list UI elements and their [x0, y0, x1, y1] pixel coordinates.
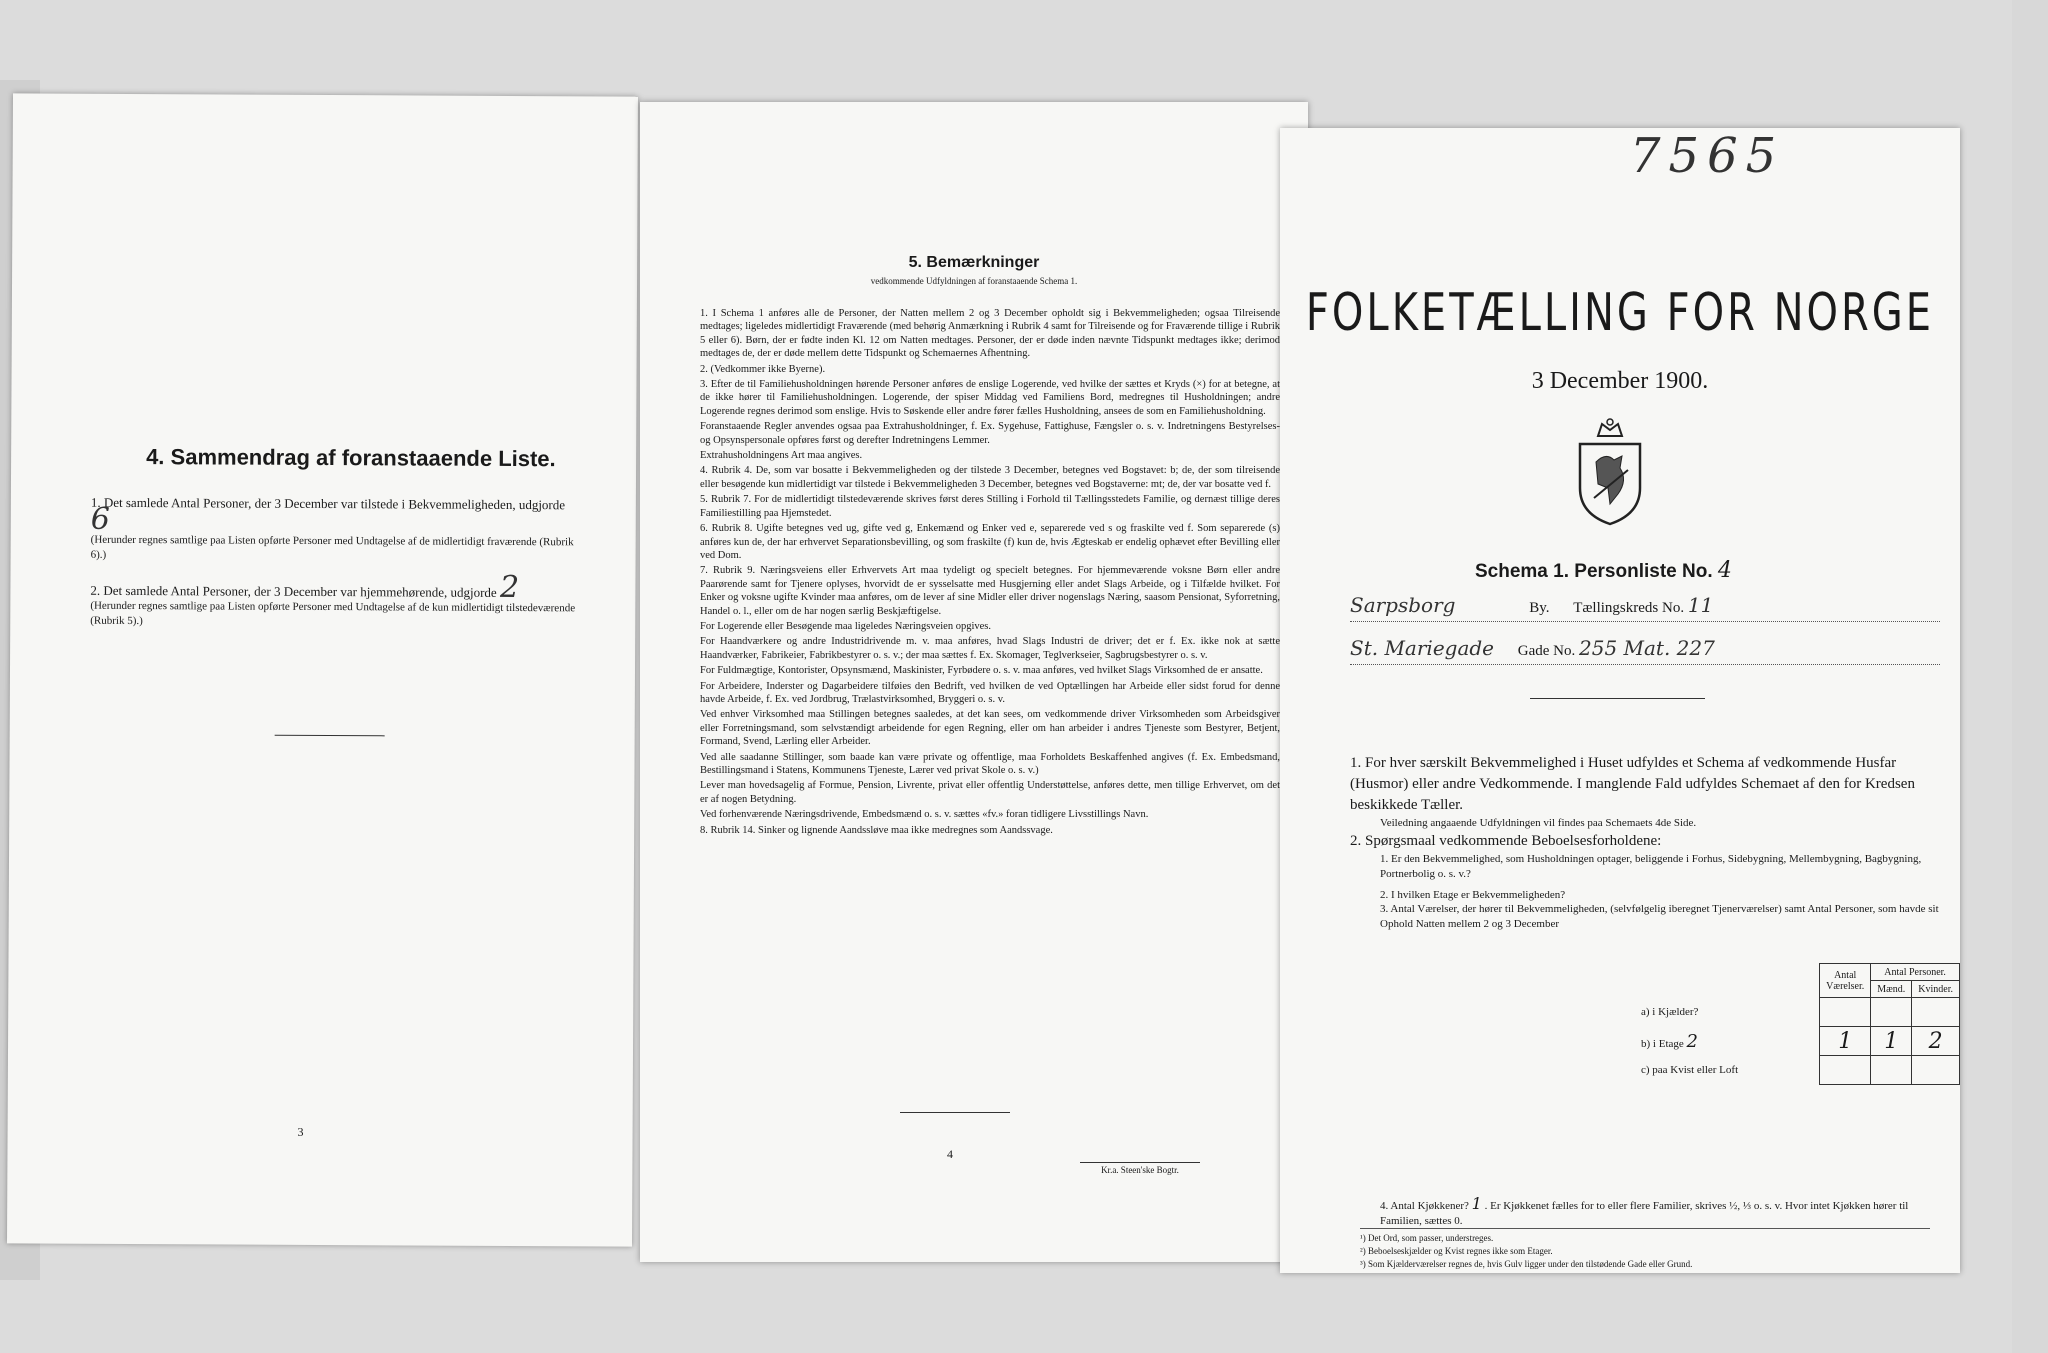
summary-item-present-text: 1. Det samlede Antal Personer, der 3 December var tilstede i Bekvemmeligheden, udgjorde — [90, 494, 566, 513]
rooms-cell — [1820, 1056, 1871, 1085]
remarks-body — [700, 307, 1280, 839]
kitchens-note: . Er Kjøkkenet fælles for to eller flere Familier, skrives ½, ⅓ o. s. v. Hvor intet Kjøkken hører til Familien, sættes 0. — [1380, 1200, 1909, 1227]
remark-paragraph: Foranstaaende Regler anvendes ogsaa paa Extrahusholdninger, f. Ex. Sygehuse, Fattighuse, Fængsler o. s. v. Indretningens Bestyrelses- og Opsynspersonale opføres først og derefter Indretningens Lemmer. — [700, 421, 1280, 446]
coat-of-arms-icon — [1570, 418, 1650, 528]
background-edge-right — [2012, 0, 2048, 1353]
rooms-cell: 1 — [1820, 1027, 1871, 1056]
table-header-row — [1635, 964, 1960, 981]
col-persons: Antal Personer. — [1871, 964, 1960, 981]
archive-number: 7565 — [1630, 128, 1785, 184]
instruction-1: 1. For hver særskilt Bekvemmelighed i Huset udfyldes et Schema af vedkommende Husfar (Husmor) eller andre Vedkommende. I manglende Fald udfyldes Schemaet af den for Kredsen beskikkede Tæller. — [1350, 755, 1915, 813]
kitchens-question — [1380, 1196, 1940, 1229]
summary-items — [90, 494, 581, 646]
divider — [900, 1112, 1010, 1113]
col-rooms: Antal Værelser. — [1820, 964, 1871, 998]
kitchens-label: 4. Antal Kjøkkener? — [1380, 1200, 1472, 1212]
remark-paragraph: 6. Rubrik 8. Ugifte betegnes ved ug, gifte ved g, Enkemænd og Enker ved e, separerede ved s og fraskilte ved f. Som separerede (s) anføres kun de, der har erhvervet Separationsbevilling, og som fraskilte (f) kun de, hvis Ægteskab er endelig ophævet efter Bevilling eller ved Dom. — [700, 523, 1280, 561]
cover-instructions — [1350, 753, 1940, 932]
footnote: ³) Som Kjælderværelser regnes de, hvis Gulv ligger under den tilstødende Gade eller Grund. — [1360, 1259, 1693, 1269]
street-value: St. Mariegade — [1350, 636, 1495, 660]
summary-item-resident-note: (Herunder regnes samtlige paa Listen opførte Personer med Undtagelse af de kun midlertidigt tilstedeværende (Rubrik 5).) — [90, 599, 576, 628]
instruction-2: 2. Spørgsmaal vedkommende Beboelsesforholdene: — [1350, 833, 1662, 849]
remarks-subtitle: vedkommende Udfyldningen af foranstaaende Schema 1. — [870, 276, 1078, 286]
summary-item-resident-value: 2 — [499, 569, 526, 606]
remark-paragraph: For Haandværkere og andre Industridrivende m. v. maa anføres, hvad Slags Industri de driver; det er f. Ex. ikke nok at sætte Haandværker, Fabrikeier, Fabrikbestyrer o. s. v.; der maa sættes f. Ex. Skomager, Teglverkseier, Sagbrugsbestyrer o. s. v. — [700, 636, 1280, 661]
page-number: 4 — [947, 1147, 953, 1161]
remark-paragraph: Ved enhver Virksomhed maa Stillingen betegnes saaledes, at det kan sees, om vedkommende driver Virksomheden som Arbeidsgiver eller Forretningsmand, som selvstændigt arbeidende for egen Regning, eller om han arbeider i andres Tjeneste som Bestyrer, Betjent, Formand, Svend, Lærling eller Arbeider. — [700, 709, 1280, 748]
women-cell: 2 — [1912, 1027, 1960, 1056]
floor-value: 2 — [1686, 1030, 1698, 1052]
remarks-title: 5. Bemærkninger — [908, 254, 1040, 271]
rooms-cell — [1820, 998, 1871, 1027]
footnote: ²) Beboelseskjælder og Kvist regnes ikke som Etager. — [1360, 1246, 1553, 1256]
remark-paragraph: 7. Rubrik 9. Næringsveiens eller Erhvervets Art maa tydeligt og specielt betegnes. For hjemmeværende voksne Børn eller andre Paarørende samt for Tjenere oplyses, hvorvidt de er sysselsatte med Husgjerning eller andet Slags Arbeide, og i Tilfælde hvilket. For Enker og voksne ugifte Kvinder maa anføres, om de lever af sine Midler eller driver nogenslags Næring, saasom Pensionat, Syforretning, Handel o. l., eller om de har nogen særlig Beskjæftigelse. — [700, 565, 1280, 617]
page-cover — [1280, 128, 1960, 1273]
page-summary — [7, 93, 638, 1246]
remark-paragraph: Lever man hovedsagelig af Formue, Pension, Livrente, privat eller offentlig Understøttelse, anføres dette, men tillige Erhvervet, om det er af nogen Betydning. — [700, 780, 1280, 805]
city-field — [1350, 593, 1940, 622]
remark-paragraph: 5. Rubrik 7. For de midlertidigt tilstedeværende skrives først deres Stilling i Forhold til Tællingsstedets Familie, og dernæst tillige deres Familiestilling paa Hjemstedet. — [700, 494, 1280, 519]
schema-line — [1475, 558, 1732, 583]
printer-imprint: Kr.a. Steen'ske Bogtr. — [1080, 1162, 1200, 1175]
table-row — [1635, 998, 1960, 1027]
rooms-table — [1635, 963, 1960, 1085]
summary-item-resident — [90, 569, 580, 632]
footnote: ¹) Det Ord, som passer, understreges. — [1360, 1233, 1494, 1243]
remark-paragraph: 3. Efter de til Familiehusholdningen hørende Personer anføres de enslige Logerende, ved hvilke der sættes et Kryds (×) for at betegne, at de ikke hører til Familiehusholdningen. Logerende, der spiser Middag ved Familiens Bord, medregnes til Husholdningen; andre Logerende regnes derimod som enslige. Hvis to Søskende eller andre fører fælles Husholdning, ansees de som en Familiehusholdning. — [700, 379, 1280, 417]
divider — [1530, 698, 1705, 699]
remark-paragraph: For Fuldmægtige, Kontorister, Opsynsmænd, Maskinister, Fyrbødere o. s. v. maa anføres, ved hvilket Slags Virksomhed de er ansatte. — [700, 665, 1263, 677]
col-men: Mænd. — [1871, 981, 1912, 998]
remark-paragraph: For Arbeidere, Inderster og Dagarbeidere tilføies den Bedrift, ved hvilken de ved Optællingen har Arbeide eller sidst forud for denne havde Arbeide, f. Ex. ved Jordbrug, Trælastvirksomhed, Bryggeri o. s. v. — [700, 680, 1280, 705]
col-women: Kvinder. — [1912, 981, 1960, 998]
kreds-label: Tællingskreds No. — [1573, 600, 1685, 616]
question-2: 2. I hvilken Etage er Bekvemmeligheden? — [1380, 889, 1566, 901]
remark-paragraph: 1. I Schema 1 anføres alle de Personer, der Natten mellem 2 og 3 December opholdt sig i Bekvemmeligheden; ogsaa Tilreisende medtages; ligeledes midlertidigt Fraværende (med behørig Anmærkning i Rubrik 4 samt for Tilreisende og for Fraværende tillige i Rubrik 5 eller 6). Børn, der er fødte inden Kl. 12 om Natten medtages. Personer, der er døde inden nævnte Tidspunkt medtages ikke; derimod medtages de, der er døde mellem dette Tidspunkt og Schemaernes Afhentning. — [700, 308, 1280, 360]
gade-label: Gade No. — [1517, 643, 1576, 659]
cover-date: 3 December 1900. — [1531, 368, 1709, 394]
summary-title: 4. Sammendrag af foranstaaende Liste. — [146, 444, 556, 472]
schema-label: Schema 1. Personliste No. — [1475, 561, 1713, 582]
remark-paragraph: 4. Rubrik 4. De, som var bosatte i Bekvemmeligheden og der tilstede 3 December, betegnes ved Bogstavet: b; de, der som tilreisende eller besøgende kun midlertidigt var tilstede i Bekvemmeligheden 3 December, betegnes ved Bogstaverne: mt; de, der var bosatte ved f. — [700, 465, 1280, 490]
question-1: 1. Er den Bekvemmelighed, som Husholdningen optager, beliggende i Forhus, Sidebygning, Mellembygning, Bagbygning, Portnerbolig o. s. v.? — [1380, 853, 1922, 880]
instruction-1-note: Veiledning angaaende Udfyldningen vil findes paa Schemaets 4de Side. — [1380, 817, 1697, 829]
gade-value: 255 Mat. 227 — [1579, 636, 1715, 660]
remark-paragraph: Ved alle saadanne Stillinger, som baade kan være private og offentlige, maa Forholdets Beskaffenhed angives (f. Ex. Embedsmand, Bestillingsmand i Statens, Kommunens Tjeneste, Lærer ved privat Skole o. s. v.) — [700, 751, 1280, 776]
schema-value: 4 — [1717, 558, 1732, 583]
question-3: 3. Antal Værelser, der hører til Bekvemmeligheden, (selvfølgelig iberegnet Tjenerværelser) samt Antal Personer, som havde sit Ophold Natten mellem 2 og 3 December — [1380, 903, 1939, 930]
page-remarks — [640, 102, 1308, 1262]
remark-paragraph: Extrahusholdningens Art maa angives. — [700, 450, 863, 462]
page-number: 3 — [297, 1124, 304, 1139]
row-label — [1635, 1027, 1820, 1056]
by-label: By. — [1529, 600, 1550, 616]
summary-item-present — [91, 494, 581, 566]
table-row — [1635, 1027, 1960, 1056]
row-label-text: b) i Etage — [1641, 1037, 1684, 1050]
street-field — [1350, 636, 1940, 665]
city-value: Sarpsborg — [1350, 593, 1456, 617]
remark-paragraph: Ved forhenværende Næringsdrivende, Embedsmænd o. s. v. sættes «fv.» foran tidligere Livsstillings Navn. — [700, 809, 1149, 821]
summary-item-resident-text: 2. Det samlede Antal Personer, der 3 December var hjemmehørende, udgjorde — [90, 582, 497, 600]
footnotes — [1360, 1228, 1930, 1271]
divider — [275, 735, 385, 737]
summary-item-present-note: (Herunder regnes samtlige paa Listen opførte Personer med Undtagelse af de midlertidigt fraværende (Rubrik 6).) — [90, 533, 574, 561]
remark-paragraph: 8. Rubrik 14. Sinker og lignende Aandssløve maa ikke medregnes som Aandssvage. — [700, 824, 1053, 836]
women-cell — [1912, 998, 1960, 1027]
men-cell — [1871, 998, 1912, 1027]
men-cell: 1 — [1871, 1027, 1912, 1056]
summary-item-present-value: 6 — [90, 501, 116, 537]
table-row — [1635, 1056, 1960, 1085]
row-label: c) paa Kvist eller Loft — [1641, 1064, 1739, 1076]
cover-title: FOLKETÆLLING FOR NORGE — [1305, 283, 1935, 343]
table-corner — [1635, 964, 1820, 998]
remark-paragraph: 2. (Vedkommer ikke Byerne). — [700, 363, 826, 375]
kitchens-value: 1 — [1471, 1194, 1482, 1213]
women-cell — [1912, 1056, 1960, 1085]
row-label: a) i Kjælder? — [1641, 1006, 1699, 1018]
men-cell — [1871, 1056, 1912, 1085]
kreds-value: 11 — [1687, 593, 1714, 617]
remark-paragraph: For Logerende eller Besøgende maa ligeledes Næringsveien opgives. — [700, 620, 991, 632]
